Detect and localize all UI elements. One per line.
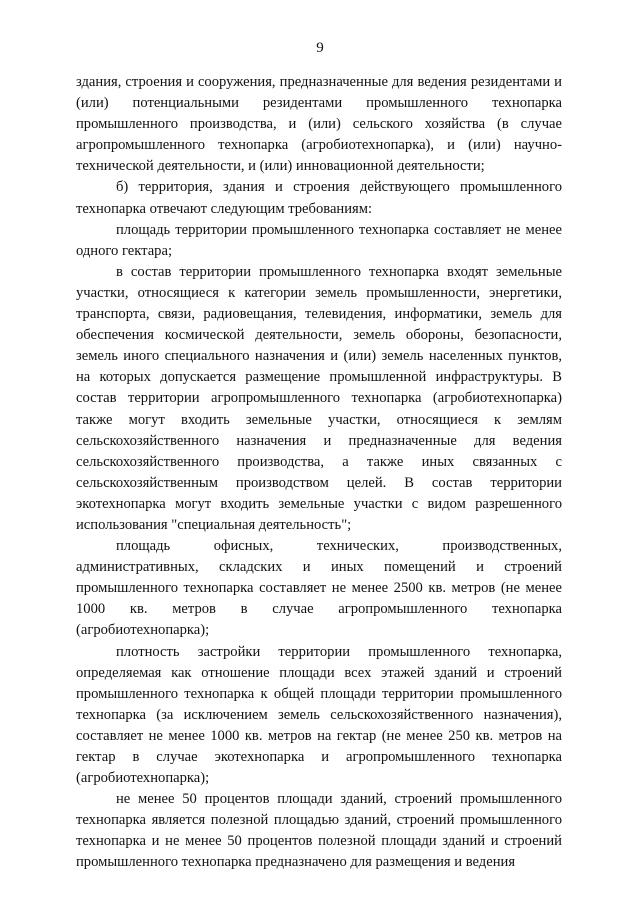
paragraph-2: б) территория, здания и строения действующего промышленного технопарка отвечают следующим требованиям: bbox=[76, 179, 562, 217]
paragraph-4: в состав территории промышленного технопарка входят земельные участки, относящиеся к категории земель промышленности, энергетики, транспорта, связи, радиовещания, телевидения, информатики, земель для обеспечения космической деятельности, земель обороны, безопасности, земель иного специального назначения и (или) земель населенных пунктов, на которых допускается размещение промышленной инфраструктуры. В состав территории агропромышленного технопарка (агробиотехнопарка) также могут входить земельные участки, относящиеся к землям сельскохозяйственного назначения и предназначенные для ведения сельскохозяйственного производства, а также иных связанных с сельскохозяйственным производством целей. В состав территории экотехнопарка могут входить земельные участки с видом разрешенного использования "специальная деятельность"; bbox=[76, 263, 562, 533]
paragraph-5: площадь офисных, технических, производственных, административных, складских и иных помещений и строений промышленного технопарка составляет не менее 2500 кв. метров (не менее 1000 кв. метров в случае агропромышленного технопарка (агробиотехнопарка); bbox=[76, 538, 562, 639]
paragraph-7: не менее 50 процентов площади зданий, строений промышленного технопарка является полезной площадью зданий, строений промышленного технопарка и не менее 50 процентов полезной площади зданий и строений промышленного технопарка предназначено для размещения и ведения bbox=[76, 791, 562, 871]
paragraph-1: здания, строения и сооружения, предназначенные для ведения резидентами и (или) потенциальными резидентами промышленного технопарка промышленного производства, и (или) сельского хозяйства (в случае агропромышленного технопарка (агробиотехнопарка), и (или) научно-технической деятельности, и (или) инновационной деятельности; bbox=[76, 74, 562, 175]
paragraph-6: плотность застройки территории промышленного технопарка, определяемая как отношение площади всех этажей зданий и строений промышленного технопарка к общей площади территории промышленного технопарка (за исключением земель сельскохозяйственного назначения), составляет не менее 1000 кв. метров на гектар (не менее 250 кв. метров на гектар в случае экотехнопарка и агропромышленного технопарка (агробиотехнопарка); bbox=[76, 643, 562, 787]
paragraph-3: площадь территории промышленного технопарка составляет не менее одного гектара; bbox=[76, 221, 562, 259]
document-body bbox=[76, 72, 562, 874]
page-number: 9 bbox=[316, 40, 324, 56]
